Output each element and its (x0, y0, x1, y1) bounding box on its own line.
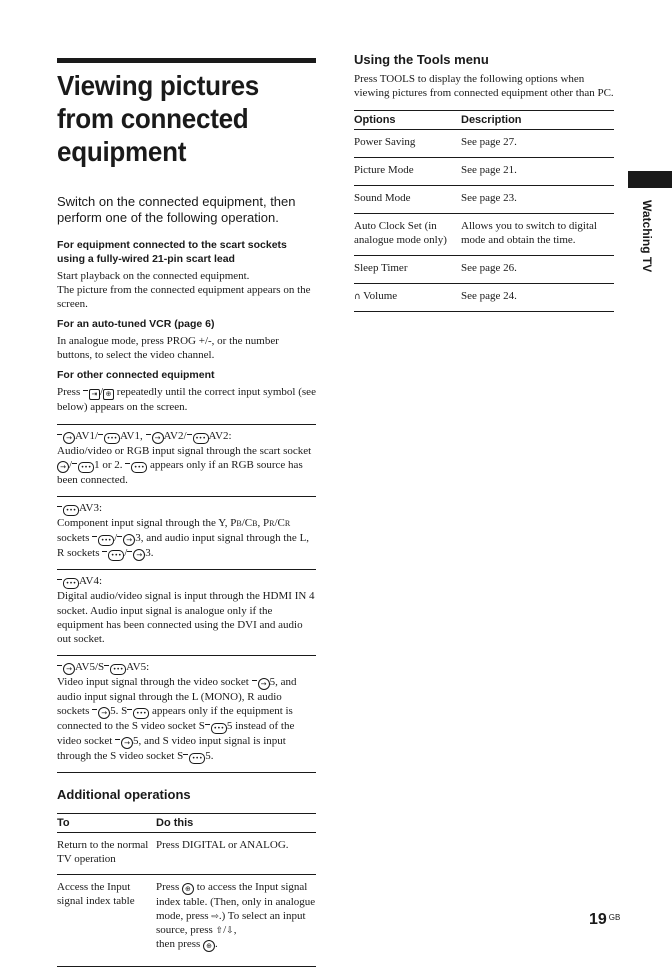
side-tab-label: Watching TV (640, 200, 654, 273)
component-input-icon: ••• (98, 535, 114, 546)
title-rule (57, 58, 316, 63)
rgb-input-icon: ••• (193, 433, 209, 444)
input-symbol-list (57, 424, 316, 773)
component-input-icon: ••• (63, 505, 79, 516)
tools-intro: Press TOOLS to display the following options when viewing pictures from connected equipment other than PC. (354, 73, 614, 99)
col-options: Options (354, 111, 461, 130)
page-title: Viewing pictures from connected equipment (57, 70, 259, 167)
additional-operations-heading: Additional operations (57, 787, 191, 803)
other-equipment-heading: For other connected equipment (57, 369, 215, 381)
video-input-icon: → (63, 432, 75, 444)
vcr-text: In analogue mode, press PROG +/-, or the number buttons, to select the video channel. (57, 335, 279, 361)
video-input-icon: → (258, 678, 270, 690)
right-column (354, 52, 614, 312)
ok-button-icon: ⊕ (182, 883, 194, 895)
audio-input-icon: → (98, 707, 110, 719)
table-row: Auto Clock Set (in analogue mode only) Allows you to switch to digital mode and obtain the time. (354, 214, 614, 256)
input-av3: ••• AV3: Component input signal through the Y, PB/CB, PR/CR sockets ••• / → 3, and audio input signal through the L, R sockets ••• / → 3. (57, 496, 316, 569)
side-tab-marker (628, 171, 672, 188)
vcr-heading: For an auto-tuned VCR (page 6) (57, 318, 215, 330)
hdmi-input-icon: ••• (63, 578, 79, 589)
col-do-this: Do this (156, 814, 316, 833)
arrow-right-icon: ⇨ (211, 912, 219, 923)
scart-socket-icon: → (57, 461, 69, 473)
table-row: Sound Mode See page 23. (354, 186, 614, 214)
table-row: ∩ Volume See page 24. (354, 284, 614, 312)
rgb-input-icon: ••• (104, 433, 120, 444)
left-column (57, 58, 316, 967)
rgb-input-icon: ••• (78, 462, 94, 473)
input-icon: ⇥ (89, 389, 100, 400)
scart-text: Start playback on the connected equipment. The picture from the connected equipment appears on the screen. (57, 270, 311, 310)
component-input-icon: ••• (108, 550, 124, 561)
ok-button-icon: ⊕ (203, 940, 215, 952)
table-row: Power Saving See page 27. (354, 130, 614, 158)
audio-input-icon: → (123, 534, 135, 546)
tools-menu-heading: Using the Tools menu (354, 52, 489, 67)
input-av1-av2: → AV1/ ••• AV1, → AV2/ ••• AV2: Audio/video or RGB input signal through the scart socket → / ••• 1 or 2. ••• appears only if an RGB source has been connected. (57, 424, 316, 496)
video-input-icon: → (152, 432, 164, 444)
page-number: 19 $^{GB}$ (589, 911, 621, 928)
input-av4: ••• AV4: Digital audio/video signal is input through the HDMI IN 4 socket. Audio input signal is analogue only if the equipment has been connected using the DVI and audio out socket. (57, 569, 316, 655)
input-av5: → AV5/S ••• AV5: Video input signal through the video socket → 5, and audio input signal through the L (MONO), R audio sockets → 5. S ••• appears only if the equipment is connected to the S video socket S ••• 5 instead of the video socket → 5, and S video input signal is input through the S video socket S ••• 5. (57, 655, 316, 772)
s-video-input-icon: ••• (133, 708, 149, 719)
table-row: Picture Mode See page 21. (354, 158, 614, 186)
table-row: Sleep Timer See page 26. (354, 256, 614, 284)
other-equipment-text: Press ⇥ / ⊕ repeatedly until the correct input symbol (see below) appears on the screen. (57, 386, 316, 413)
video-input-icon: → (63, 663, 75, 675)
input-button-icon: ⊕ (103, 389, 114, 400)
col-description: Description (461, 111, 614, 130)
audio-input-icon: → (133, 549, 145, 561)
table-row: Access the Input signal index table Press ⊕ to access the Input signal index table. (Then, only in analogue mode, press ⇨.) To select an input source, press ⇧/⇩, then press ⊕ . (57, 875, 316, 967)
tools-options-table (354, 110, 614, 312)
intro-text: Switch on the connected equipment, then perform one of the following operation. (57, 194, 296, 225)
s-video-input-icon: ••• (110, 664, 126, 675)
s-video-input-icon: ••• (211, 723, 227, 734)
col-to: To (57, 814, 156, 833)
table-row: Return to the normal TV operation Press DIGITAL or ANALOG. (57, 833, 316, 875)
video-input-icon: → (121, 737, 133, 749)
additional-operations-table (57, 813, 316, 967)
arrow-down-icon: ⇩ (226, 926, 234, 937)
rgb-input-icon: ••• (131, 462, 147, 473)
scart-heading: For equipment connected to the scart sockets using a fully-wired 21-pin scart lead (57, 239, 287, 265)
headphone-icon: ∩ (354, 292, 361, 302)
s-video-input-icon: ••• (189, 753, 205, 764)
arrow-up-icon: ⇧ (215, 926, 224, 937)
